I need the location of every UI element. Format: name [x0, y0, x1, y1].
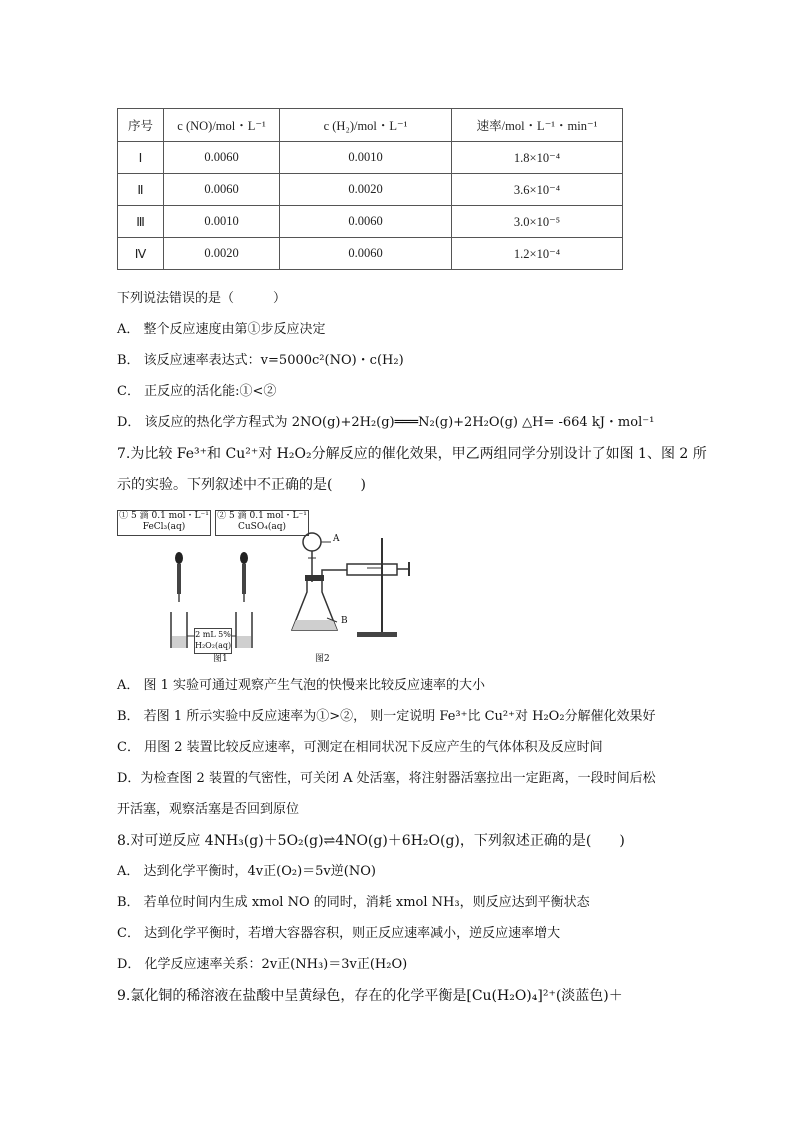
- q6-stem: 下列说法错误的是（ ）: [117, 291, 287, 306]
- q6-option-b: B． 该反应速率表达式：v=5000c²(NO)・c(H₂): [117, 353, 404, 368]
- table-row: [118, 206, 623, 238]
- table-cell: 0.0060: [280, 238, 452, 270]
- table-cell: 0.0060: [280, 206, 452, 238]
- table-cell: 0.0020: [280, 174, 452, 206]
- rate-table: [117, 108, 623, 270]
- header-cell: c (H₂)/mol・L⁻¹: [280, 109, 452, 142]
- fig2-label-b: B: [341, 616, 348, 626]
- q7-stem-line1: 7.为比较 Fe³⁺和 Cu²⁺对 H₂O₂分解反应的催化效果，甲乙两组同学分别设计了如图 1、图 2 所: [117, 446, 707, 462]
- cuso4-label-line2: CuSO₄(aq): [238, 522, 286, 532]
- fecl3-label-line1: ① 5 滴 0.1 mol・L⁻¹: [119, 511, 209, 521]
- fecl3-label-line2: FeCl₃(aq): [142, 522, 186, 532]
- flask-syringe-drawing: [287, 530, 417, 642]
- table-cell: Ⅰ: [118, 142, 164, 174]
- q7-option-b: B． 若图 1 所示实验中反应速率为①>②， 则一定说明 Fe³⁺比 Cu²⁺对 H₂O₂分解催化效果好: [117, 709, 656, 724]
- q7-stem-line2: 示的实验。下列叙述中不正确的是( ): [117, 477, 366, 493]
- table-cell: Ⅱ: [118, 174, 164, 206]
- fig2-label-a: A: [333, 534, 340, 544]
- q6-option-d: D． 该反应的热化学方程式为 2NO(g)+2H₂(g)═══N₂(g)+2H₂O(g) △H= -664 kJ・mol⁻¹: [117, 415, 655, 430]
- table-cell: 0.0060: [164, 174, 280, 206]
- q8-option-d: D． 化学反应速率关系：2v正(NH₃)＝3v正(H₂O): [117, 957, 408, 972]
- q8-option-a: A． 达到化学平衡时，4v正(O₂)＝5v逆(NO): [117, 864, 376, 879]
- q6-option-a: A． 整个反应速度由第①步反应决定: [117, 322, 326, 337]
- header-cell: 序号: [118, 109, 164, 142]
- fecl3-label: [117, 510, 211, 536]
- table-cell: 0.0060: [164, 142, 280, 174]
- q9-stem: 9.氯化铜的稀溶液在盐酸中呈黄绿色，存在的化学平衡是[Cu(H₂O)₄]²⁺(淡蓝色)＋: [117, 988, 623, 1004]
- table-row: [118, 142, 623, 174]
- q8-option-b: B． 若单位时间内生成 xmol NO 的同时，消耗 xmol NH₃，则反应达到平衡状态: [117, 895, 590, 910]
- h2o2-label-line2: H₂O₂(aq): [195, 641, 232, 650]
- header-cell: c (NO)/mol・L⁻¹: [164, 109, 280, 142]
- figure-1-caption: 图1: [213, 654, 228, 664]
- q7-option-d-line1: D．为检查图 2 装置的气密性，可关闭 A 处活塞，将注射器活塞拉出一定距离，一段时间后松: [117, 771, 656, 786]
- figure-2-caption: 图2: [315, 654, 330, 664]
- table-row: [118, 238, 623, 270]
- table-cell: 0.0010: [164, 206, 280, 238]
- table-cell: 0.0010: [280, 142, 452, 174]
- table-cell: 1.2×10⁻⁴: [452, 238, 623, 270]
- table-cell: 3.6×10⁻⁴: [452, 174, 623, 206]
- cuso4-label-line1: ② 5 滴 0.1 mol・L⁻¹: [217, 511, 307, 521]
- q8-option-c: C． 达到化学平衡时，若增大容器容积，则正反应速率减小，逆反应速率增大: [117, 926, 561, 941]
- q8-stem: 8.对可逆反应 4NH₃(g)＋5O₂(g)⇌4NO(g)＋6H₂O(g)，下列叙述正确的是( ): [117, 833, 625, 849]
- q7-option-a: A． 图 1 实验可通过观察产生气泡的快慢来比较反应速率的大小: [117, 678, 486, 693]
- table-cell: Ⅳ: [118, 238, 164, 270]
- q7-option-c: C． 用图 2 装置比较反应速率，可测定在相同状况下反应产生的气体体积及反应时间: [117, 740, 603, 755]
- table-header-row: [118, 109, 623, 142]
- table-cell: Ⅲ: [118, 206, 164, 238]
- table-cell: 1.8×10⁻⁴: [452, 142, 623, 174]
- q7-option-d-line2: 开活塞，观察活塞是否回到原位: [117, 802, 300, 817]
- table-cell: 3.0×10⁻⁵: [452, 206, 623, 238]
- figure-2: [287, 510, 417, 662]
- q6-option-c: C． 正反应的活化能:①<②: [117, 384, 277, 399]
- h2o2-label-line1: 2 mL 5%: [195, 630, 231, 639]
- table-cell: 0.0020: [164, 238, 280, 270]
- figure-1: [117, 510, 312, 662]
- header-cell: 速率/mol・L⁻¹・min⁻¹: [452, 109, 623, 142]
- table-row: [118, 174, 623, 206]
